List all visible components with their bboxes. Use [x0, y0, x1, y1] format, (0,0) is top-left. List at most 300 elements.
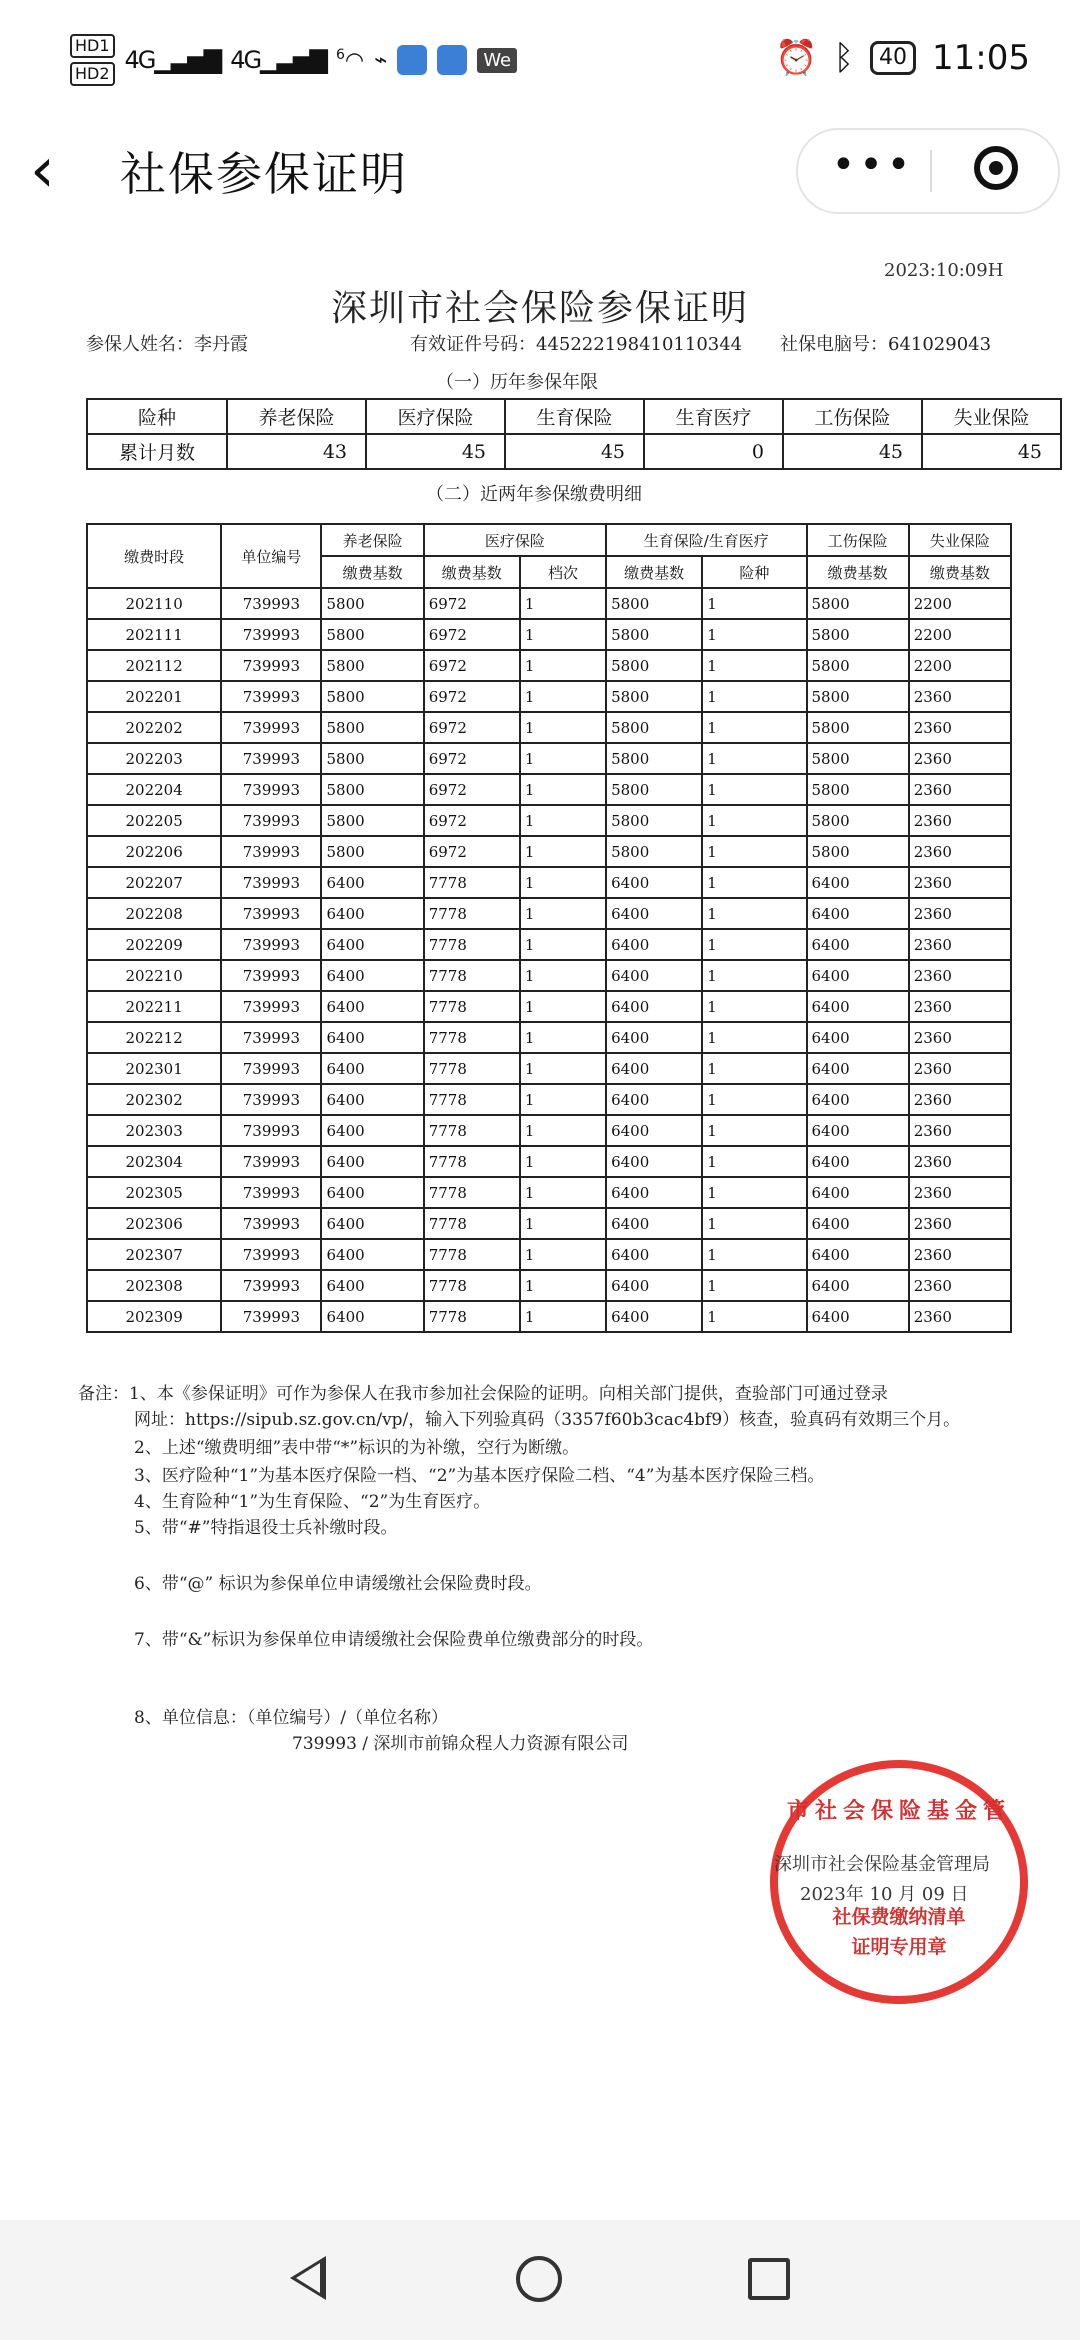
table-row: [87, 1084, 1011, 1115]
cell-unemployment-base: 2360: [909, 1301, 1011, 1332]
cell-medical-base: 6972: [424, 743, 520, 774]
cell-pension-base: 6400: [321, 1146, 423, 1177]
cell-pension-base: 6400: [321, 1053, 423, 1084]
cell-injury-base: 6400: [807, 1146, 909, 1177]
cell-medical-base: 7778: [424, 1146, 520, 1177]
cell-medical-grade: 1: [520, 1115, 606, 1146]
header-pension: 养老保险: [321, 524, 423, 556]
certificate-document: [0, 240, 1080, 2200]
summary-header-cell: 险种: [87, 399, 227, 434]
clock: 11:05: [932, 38, 1030, 78]
cell-unit-id: 739993: [221, 1022, 321, 1053]
header-unit: 单位编号: [221, 524, 321, 588]
cell-unemployment-base: 2360: [909, 743, 1011, 774]
cell-medical-grade: 1: [520, 1084, 606, 1115]
app-notification-icon-2: [437, 45, 467, 75]
cell-unit-id: 739993: [221, 1208, 321, 1239]
cell-maternity-base: 5800: [606, 774, 702, 805]
note-6: 6、带“@” 标识为参保单位申请缓缴社会保险费时段。: [134, 1574, 542, 1594]
cell-unit-id: 739993: [221, 836, 321, 867]
cell-maternity-base: 5800: [606, 805, 702, 836]
cell-unemployment-base: 2360: [909, 1084, 1011, 1115]
cell-unemployment-base: 2360: [909, 1239, 1011, 1270]
mini-program-capsule: [796, 128, 1060, 214]
cell-medical-base: 7778: [424, 1053, 520, 1084]
table-row: [87, 1239, 1011, 1270]
cell-maternity-type: 1: [702, 991, 806, 1022]
summary-value: 45: [505, 434, 644, 469]
cell-pension-base: 6400: [321, 1301, 423, 1332]
status-bar: [0, 0, 1080, 120]
cell-period: 202205: [87, 805, 221, 836]
table-row: [87, 1022, 1011, 1053]
cell-maternity-type: 1: [702, 1177, 806, 1208]
cell-medical-base: 7778: [424, 867, 520, 898]
status-right: [775, 38, 1030, 78]
cell-maternity-base: 6400: [606, 991, 702, 1022]
detail-rows: [87, 588, 1011, 1332]
cell-unit-id: 739993: [221, 1301, 321, 1332]
cell-maternity-base: 6400: [606, 1301, 702, 1332]
cell-maternity-type: 1: [702, 743, 806, 774]
cell-medical-grade: 1: [520, 1270, 606, 1301]
cell-medical-grade: 1: [520, 588, 606, 619]
table-row: [87, 712, 1011, 743]
cell-maternity-type: 1: [702, 1239, 806, 1270]
header-grade: 档次: [520, 556, 606, 588]
cell-unit-id: 739993: [221, 774, 321, 805]
cell-pension-base: 5800: [321, 805, 423, 836]
cell-medical-base: 7778: [424, 1022, 520, 1053]
cell-period: 202303: [87, 1115, 221, 1146]
summary-value: 45: [922, 434, 1061, 469]
cell-period: 202309: [87, 1301, 221, 1332]
alarm-icon: ⏰: [775, 38, 818, 78]
cell-unemployment-base: 2360: [909, 681, 1011, 712]
cell-injury-base: 6400: [807, 1022, 909, 1053]
insured-name: 参保人姓名：李丹霞: [86, 334, 248, 355]
cell-injury-base: 5800: [807, 712, 909, 743]
hd1-icon: HD1: [70, 34, 115, 58]
cell-maternity-base: 6400: [606, 867, 702, 898]
cell-maternity-type: 1: [702, 1301, 806, 1332]
wifi-icon: $^6$◠: [335, 46, 365, 74]
note-1-url: 网址：https://sipub.sz.gov.cn/vp/，输入下列验真码（3357f60b3cac4bf9）核查，验真码有效期三个月。: [134, 1410, 961, 1430]
cell-injury-base: 6400: [807, 1177, 909, 1208]
cell-maternity-base: 6400: [606, 1146, 702, 1177]
table-row: [87, 681, 1011, 712]
issue-date: 2023年 10 月 09 日: [800, 1884, 969, 1905]
cell-medical-grade: 1: [520, 867, 606, 898]
cell-unemployment-base: 2360: [909, 1053, 1011, 1084]
cell-injury-base: 5800: [807, 681, 909, 712]
cell-unit-id: 739993: [221, 805, 321, 836]
cell-medical-base: 6972: [424, 619, 520, 650]
cell-period: 202211: [87, 991, 221, 1022]
nav-home-icon[interactable]: [516, 2256, 562, 2302]
cell-pension-base: 6400: [321, 1270, 423, 1301]
cell-medical-base: 7778: [424, 960, 520, 991]
cell-medical-base: 7778: [424, 1270, 520, 1301]
cell-unit-id: 739993: [221, 991, 321, 1022]
cell-injury-base: 6400: [807, 1208, 909, 1239]
id-number: 有效证件号码：445222198410110344: [410, 334, 743, 355]
note-4: 4、生育险种“1”为生育保险、“2”为生育医疗。: [134, 1492, 491, 1512]
note-7: 7、带“&”标识为参保单位申请缓缴社会保险费单位缴费部分的时段。: [134, 1630, 654, 1650]
cell-unemployment-base: 2360: [909, 898, 1011, 929]
cell-period: 202112: [87, 650, 221, 681]
cell-injury-base: 5800: [807, 588, 909, 619]
table-row: [87, 1270, 1011, 1301]
cell-period: 202110: [87, 588, 221, 619]
table-row: [87, 1208, 1011, 1239]
cell-medical-base: 6972: [424, 681, 520, 712]
cell-pension-base: 6400: [321, 1084, 423, 1115]
cell-unemployment-base: 2360: [909, 1146, 1011, 1177]
pc-number: 社保电脑号：641029043: [780, 334, 992, 355]
cell-pension-base: 6400: [321, 1022, 423, 1053]
cell-injury-base: 6400: [807, 1239, 909, 1270]
cell-period: 202207: [87, 867, 221, 898]
cell-unemployment-base: 2360: [909, 836, 1011, 867]
table-row: [87, 1301, 1011, 1332]
cell-unemployment-base: 2360: [909, 1177, 1011, 1208]
cell-unemployment-base: 2200: [909, 619, 1011, 650]
cell-maternity-type: 1: [702, 1053, 806, 1084]
cell-maternity-type: 1: [702, 960, 806, 991]
cell-pension-base: 5800: [321, 650, 423, 681]
cell-unemployment-base: 2360: [909, 960, 1011, 991]
cell-injury-base: 6400: [807, 929, 909, 960]
seal-line-2: 证明专用章: [851, 1936, 947, 1958]
cell-medical-grade: 1: [520, 650, 606, 681]
cell-period: 202202: [87, 712, 221, 743]
table-row: [87, 1115, 1011, 1146]
cell-medical-base: 7778: [424, 1115, 520, 1146]
cell-medical-grade: 1: [520, 1177, 606, 1208]
header-unemployment: 失业保险: [909, 524, 1011, 556]
cell-maternity-type: 1: [702, 650, 806, 681]
cell-maternity-base: 5800: [606, 836, 702, 867]
cell-medical-base: 6972: [424, 836, 520, 867]
note-1: 备注：1、本《参保证明》可作为参保人在我市参加社会保险的证明。向相关部门提供，查验部门可通过登录: [78, 1384, 888, 1404]
cell-unemployment-base: 2360: [909, 867, 1011, 898]
table-row: [87, 805, 1011, 836]
summary-header-row: [87, 399, 1061, 434]
net1-label: 4G: [124, 46, 155, 74]
table-row: [87, 836, 1011, 867]
header-base: 缴费基数: [909, 556, 1011, 588]
cell-maternity-base: 5800: [606, 588, 702, 619]
cell-medical-grade: 1: [520, 1053, 606, 1084]
close-target-button[interactable]: [974, 146, 1018, 190]
cell-maternity-base: 6400: [606, 1239, 702, 1270]
cell-pension-base: 5800: [321, 619, 423, 650]
cell-unemployment-base: 2360: [909, 712, 1011, 743]
cell-medical-base: 7778: [424, 898, 520, 929]
table-row: [87, 1053, 1011, 1084]
cell-unemployment-base: 2360: [909, 929, 1011, 960]
hd2-icon: HD2: [70, 62, 115, 86]
cell-period: 202203: [87, 743, 221, 774]
cell-injury-base: 5800: [807, 743, 909, 774]
cell-medical-base: 7778: [424, 1084, 520, 1115]
summary-header-cell: 养老保险: [227, 399, 366, 434]
cell-maternity-base: 5800: [606, 712, 702, 743]
cell-medical-base: 6972: [424, 650, 520, 681]
summary-header-cell: 生育保险: [505, 399, 644, 434]
cell-unit-id: 739993: [221, 867, 321, 898]
cell-unit-id: 739993: [221, 1053, 321, 1084]
summary-value: 43: [227, 434, 366, 469]
table-row: [87, 588, 1011, 619]
cell-period: 202301: [87, 1053, 221, 1084]
cell-maternity-type: 1: [702, 929, 806, 960]
cell-unit-id: 739993: [221, 929, 321, 960]
nav-recents-icon[interactable]: [748, 2258, 790, 2300]
cell-injury-base: 5800: [807, 619, 909, 650]
note-3: 3、医疗险种“1”为基本医疗保险一档、“2”为基本医疗保险二档、“4”为基本医疗保险三档。: [134, 1466, 825, 1486]
seal-arc-text: 市社会保险基金管: [786, 1798, 1011, 1824]
summary-header-cell: 医疗保险: [366, 399, 505, 434]
cell-unit-id: 739993: [221, 650, 321, 681]
cell-pension-base: 5800: [321, 774, 423, 805]
cell-medical-grade: 1: [520, 836, 606, 867]
cell-medical-grade: 1: [520, 960, 606, 991]
cell-maternity-type: 1: [702, 1146, 806, 1177]
cell-medical-base: 6972: [424, 712, 520, 743]
back-icon: ‹: [30, 133, 55, 206]
cell-medical-base: 7778: [424, 991, 520, 1022]
cell-medical-grade: 1: [520, 898, 606, 929]
cell-maternity-type: 1: [702, 1084, 806, 1115]
header-period: 缴费时段: [87, 524, 221, 588]
doc-date: 2023:10:09H: [884, 260, 1004, 281]
cell-maternity-base: 6400: [606, 1115, 702, 1146]
cell-period: 202304: [87, 1146, 221, 1177]
cell-maternity-type: 1: [702, 1115, 806, 1146]
summary-value: 45: [366, 434, 505, 469]
cell-injury-base: 6400: [807, 1270, 909, 1301]
cell-medical-grade: 1: [520, 805, 606, 836]
signal-1-icon: 4G▁▃▅▇: [124, 46, 221, 74]
cell-pension-base: 6400: [321, 1239, 423, 1270]
table-row: [87, 774, 1011, 805]
cell-unit-id: 739993: [221, 743, 321, 774]
cell-unit-id: 739993: [221, 1146, 321, 1177]
title-bar: [0, 120, 1080, 220]
seal-line-1: 社保费缴纳清单: [832, 1906, 966, 1928]
cell-pension-base: 6400: [321, 898, 423, 929]
table-row: [87, 929, 1011, 960]
cell-maternity-type: 1: [702, 588, 806, 619]
cell-pension-base: 5800: [321, 836, 423, 867]
table-row: [87, 1177, 1011, 1208]
summary-value: 45: [783, 434, 922, 469]
cell-unemployment-base: 2360: [909, 1270, 1011, 1301]
cell-maternity-base: 5800: [606, 743, 702, 774]
cell-medical-grade: 1: [520, 743, 606, 774]
note-8: 8、单位信息：（单位编号）/（单位名称）: [134, 1708, 449, 1728]
summary-table: [86, 398, 1062, 470]
cell-pension-base: 6400: [321, 929, 423, 960]
cell-medical-base: 7778: [424, 1208, 520, 1239]
cell-unemployment-base: 2200: [909, 588, 1011, 619]
cell-maternity-base: 6400: [606, 929, 702, 960]
cell-period: 202210: [87, 960, 221, 991]
detail-header-row-1: [87, 524, 1011, 556]
more-button[interactable]: [828, 142, 918, 188]
cell-unit-id: 739993: [221, 712, 321, 743]
cell-maternity-type: 1: [702, 898, 806, 929]
header-base: 缴费基数: [321, 556, 423, 588]
cell-period: 202204: [87, 774, 221, 805]
cell-unit-id: 739993: [221, 619, 321, 650]
cell-pension-base: 5800: [321, 588, 423, 619]
cell-maternity-base: 5800: [606, 681, 702, 712]
cell-injury-base: 6400: [807, 1053, 909, 1084]
summary-header-cell: 工伤保险: [783, 399, 922, 434]
status-left: [70, 34, 517, 86]
cell-unemployment-base: 2360: [909, 805, 1011, 836]
header-base: 缴费基数: [424, 556, 520, 588]
table-row: [87, 743, 1011, 774]
cell-maternity-base: 6400: [606, 1053, 702, 1084]
summary-row-label: 累计月数: [87, 434, 227, 469]
cell-unit-id: 739993: [221, 588, 321, 619]
cell-period: 202305: [87, 1177, 221, 1208]
page-title: 社保参保证明: [120, 147, 408, 201]
note-8-unit: 739993 / 深圳市前锦众程人力资源有限公司: [292, 1734, 629, 1754]
cell-maternity-type: 1: [702, 1270, 806, 1301]
cell-maternity-type: 1: [702, 712, 806, 743]
cell-medical-grade: 1: [520, 1208, 606, 1239]
cell-injury-base: 5800: [807, 836, 909, 867]
net2-label: 4G: [230, 46, 261, 74]
capsule-divider: [930, 150, 932, 192]
table-row: [87, 991, 1011, 1022]
nav-back-icon[interactable]: [290, 2256, 326, 2300]
cell-medical-grade: 1: [520, 681, 606, 712]
cell-period: 202212: [87, 1022, 221, 1053]
cell-medical-base: 7778: [424, 929, 520, 960]
note-2: 2、上述“缴费明细”表中带“*”标识的为补缴，空行为断缴。: [134, 1438, 580, 1458]
cell-pension-base: 6400: [321, 991, 423, 1022]
sim-indicators: [70, 34, 115, 86]
cell-unemployment-base: 2360: [909, 1115, 1011, 1146]
cell-pension-base: 6400: [321, 867, 423, 898]
cell-medical-grade: 1: [520, 1301, 606, 1332]
cell-pension-base: 6400: [321, 1177, 423, 1208]
cell-maternity-base: 6400: [606, 1084, 702, 1115]
cell-maternity-base: 5800: [606, 619, 702, 650]
header-base: 缴费基数: [807, 556, 909, 588]
cell-maternity-base: 6400: [606, 1022, 702, 1053]
cell-period: 202308: [87, 1270, 221, 1301]
header-maternity: 生育保险/生育医疗: [606, 524, 806, 556]
cell-maternity-base: 6400: [606, 960, 702, 991]
cell-medical-base: 6972: [424, 805, 520, 836]
table-row: [87, 867, 1011, 898]
cell-period: 202306: [87, 1208, 221, 1239]
cell-injury-base: 6400: [807, 960, 909, 991]
cell-unit-id: 739993: [221, 1084, 321, 1115]
back-button[interactable]: [30, 133, 55, 206]
cell-injury-base: 6400: [807, 1301, 909, 1332]
nfc-icon: ⌁: [374, 47, 388, 73]
cell-period: 202201: [87, 681, 221, 712]
cell-maternity-type: 1: [702, 1208, 806, 1239]
cell-unit-id: 739993: [221, 898, 321, 929]
cell-medical-grade: 1: [520, 991, 606, 1022]
summary-header-cell: 生育医疗: [644, 399, 783, 434]
table-row: [87, 619, 1011, 650]
cell-maternity-type: 1: [702, 1022, 806, 1053]
table-row: [87, 650, 1011, 681]
cell-injury-base: 5800: [807, 650, 909, 681]
cell-medical-base: 6972: [424, 588, 520, 619]
cell-unemployment-base: 2200: [909, 650, 1011, 681]
cell-injury-base: 5800: [807, 774, 909, 805]
cell-medical-grade: 1: [520, 1022, 606, 1053]
header-medical: 医疗保险: [424, 524, 606, 556]
cell-medical-grade: 1: [520, 1146, 606, 1177]
cell-pension-base: 5800: [321, 712, 423, 743]
system-nav-bar: [0, 2220, 1080, 2340]
cell-injury-base: 6400: [807, 991, 909, 1022]
we-app-icon: We: [477, 48, 517, 73]
cell-unemployment-base: 2360: [909, 774, 1011, 805]
bluetooth-icon: ᛒ: [833, 38, 855, 78]
issuing-org: 深圳市社会保险基金管理局: [774, 1854, 990, 1875]
summary-value: 0: [644, 434, 783, 469]
note-5: 5、带“#”特指退役士兵补缴时段。: [134, 1518, 398, 1538]
cell-unemployment-base: 2360: [909, 991, 1011, 1022]
cell-maternity-type: 1: [702, 619, 806, 650]
app-notification-icon: [397, 45, 427, 75]
cell-maternity-base: 6400: [606, 1177, 702, 1208]
table-row: [87, 1146, 1011, 1177]
cell-period: 202307: [87, 1239, 221, 1270]
cell-maternity-type: 1: [702, 681, 806, 712]
cell-unit-id: 739993: [221, 681, 321, 712]
cell-period: 202208: [87, 898, 221, 929]
cell-medical-base: 7778: [424, 1177, 520, 1208]
cell-medical-grade: 1: [520, 619, 606, 650]
detail-table: [86, 523, 1012, 1333]
cell-maternity-base: 5800: [606, 650, 702, 681]
cell-medical-grade: 1: [520, 929, 606, 960]
cell-maternity-base: 6400: [606, 1208, 702, 1239]
cell-maternity-type: 1: [702, 774, 806, 805]
signal-2-icon: 4G▁▃▅▇: [230, 46, 326, 74]
cell-pension-base: 5800: [321, 681, 423, 712]
summary-value-row: [87, 434, 1061, 469]
doc-title: 深圳市社会保险参保证明: [330, 288, 749, 329]
cell-medical-base: 7778: [424, 1301, 520, 1332]
cell-maternity-type: 1: [702, 867, 806, 898]
cell-injury-base: 6400: [807, 898, 909, 929]
cell-injury-base: 5800: [807, 805, 909, 836]
cell-pension-base: 6400: [321, 960, 423, 991]
battery-icon: 40: [870, 41, 916, 75]
cell-unemployment-base: 2360: [909, 1022, 1011, 1053]
section-1-title: （一）历年参保年限: [436, 372, 598, 393]
cell-pension-base: 6400: [321, 1208, 423, 1239]
cell-period: 202209: [87, 929, 221, 960]
table-row: [87, 960, 1011, 991]
header-type: 险种: [702, 556, 806, 588]
